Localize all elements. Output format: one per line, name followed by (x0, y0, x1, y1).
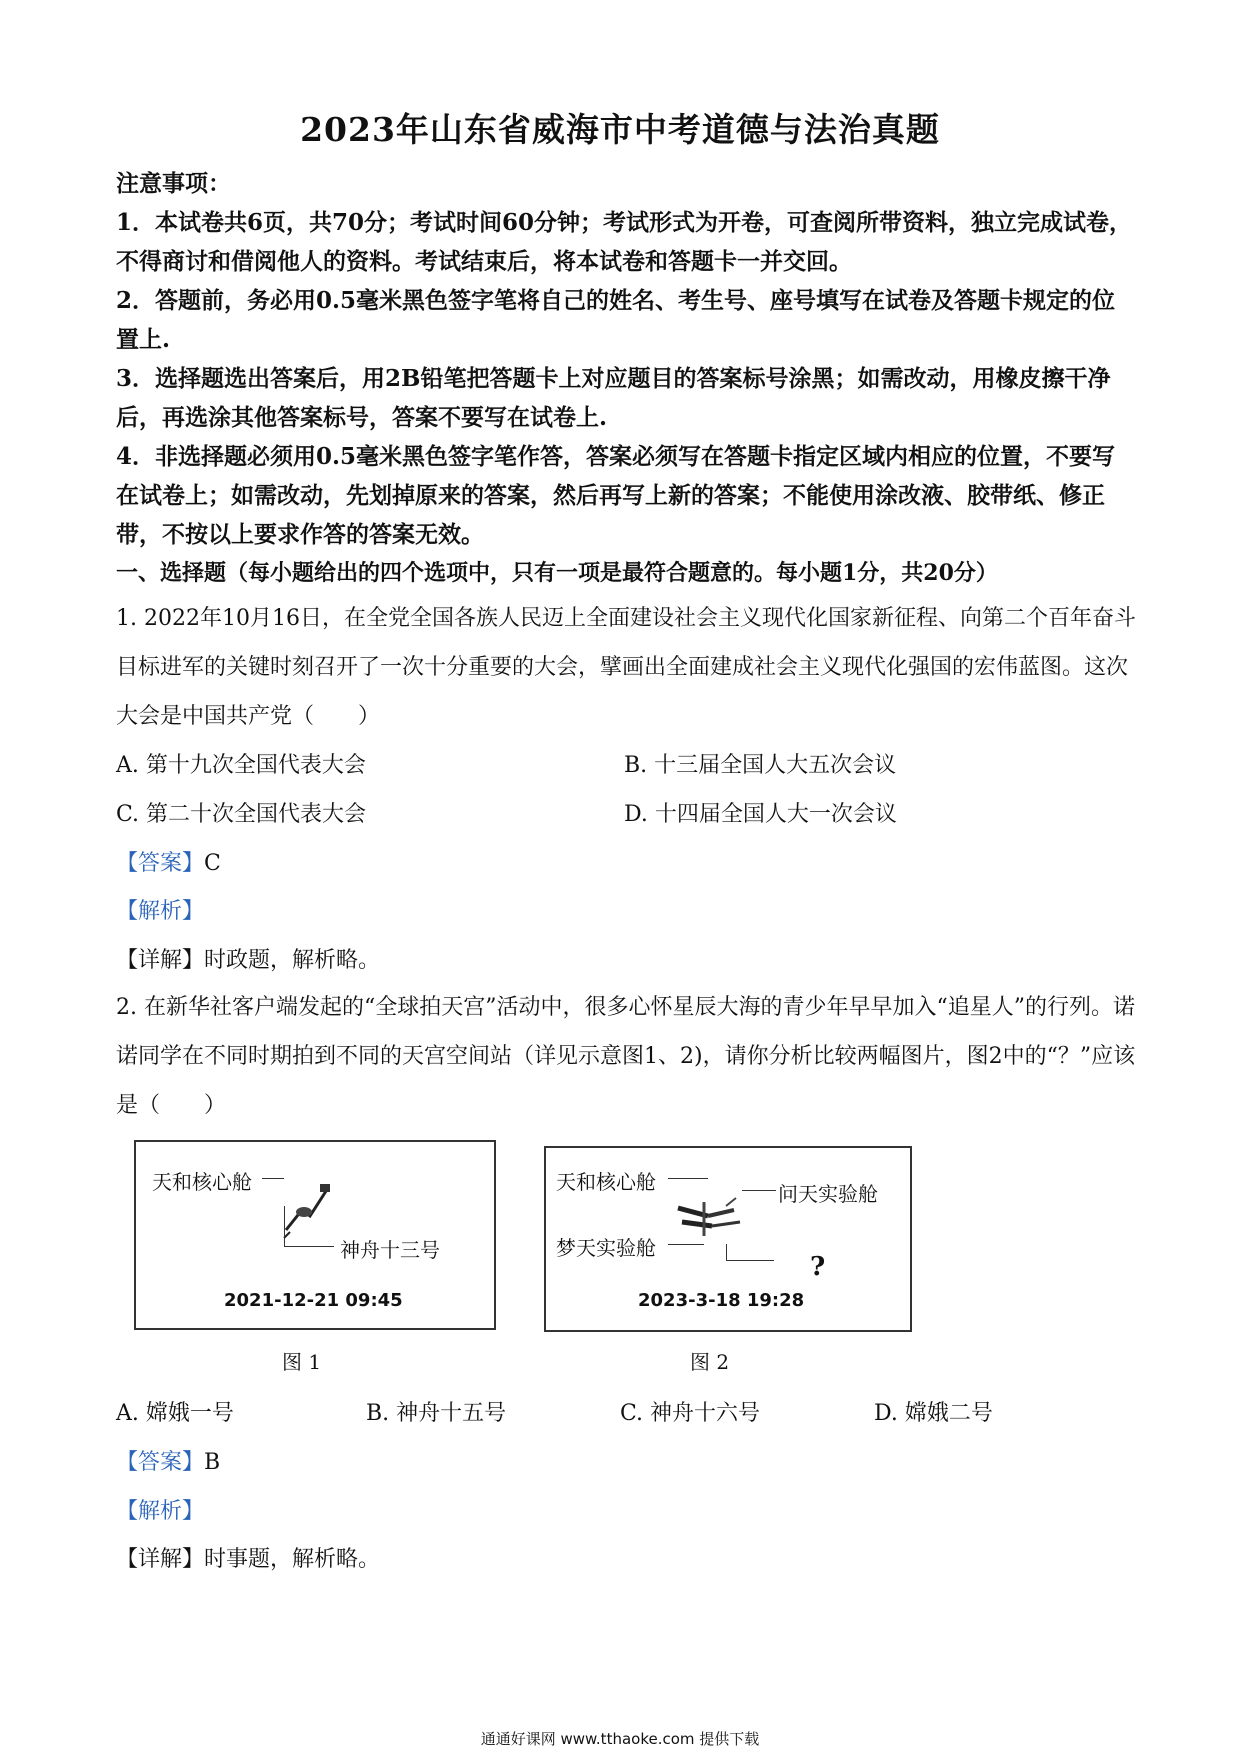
answer-value: B (204, 1450, 221, 1475)
answer-tag: 【答案】 (116, 1450, 205, 1475)
detail-tag: 【详解】 (116, 948, 205, 973)
fig1-label-core: 天和核心舱 (152, 1170, 252, 1194)
answer-tag: 【答案】 (116, 851, 205, 876)
section-heading: 一、选择题（每小题给出的四个选项中，只有一项是最符合题意的。每小题1分，共20分） (116, 560, 998, 586)
space-station-icon (674, 1188, 746, 1244)
fig1-date: 2021-12-21 09:45 (224, 1290, 403, 1311)
figure-2 (544, 1146, 912, 1332)
q2-option-d: D. 嫦娥二号 (874, 1401, 993, 1426)
page-footer: 通通好课网 www.tthaoke.com 提供下载 (480, 1730, 760, 1748)
fig2-caption: 图 2 (690, 1350, 730, 1374)
q1-option-a: A. 第十九次全国代表大会 (116, 753, 366, 778)
q1-analysis-tag: 【解析】 (116, 899, 205, 924)
q2-analysis-tag: 【解析】 (116, 1499, 205, 1524)
question-1 (116, 594, 1136, 741)
fig2-leader-vertical (726, 1244, 727, 1260)
fig2-question-mark: ? (810, 1252, 826, 1282)
fig2-leader-mengtian (668, 1244, 704, 1245)
notice-item-1: 1．本试卷共6页，共70分；考试时间60分钟；考试形式为开卷，可查阅所带资料，独立完成试卷，不得商讨和借阅他人的资料。考试结束后，将本试卷和答题卡一并交回。 (116, 209, 1133, 275)
page-title: 2023年山东省威海市中考道德与法治真题 (300, 110, 940, 149)
notice-item-3: 3．选择题选出答案后，用2B铅笔把答题卡上对应题目的答案标号涂黑；如需改动，用橡皮擦干净后，再选涂其他答案标号，答案不要写在试卷上. (116, 365, 1111, 431)
q1-option-d: D. 十四届全国人大一次会议 (624, 802, 897, 827)
detail-text: 时事题，解析略。 (204, 1547, 381, 1572)
q2-option-a: A. 嫦娥一号 (116, 1401, 234, 1426)
q2-detail (116, 1542, 380, 1573)
fig2-date: 2023-3-18 19:28 (638, 1290, 805, 1311)
detail-text: 时政题，解析略。 (204, 948, 381, 973)
q2-option-c: C. 神舟十六号 (620, 1401, 761, 1426)
q1-answer (116, 846, 221, 877)
notice-item-4: 4．非选择题必须用0.5毫米黑色签字笔作答，答案必须写在答题卡指定区域内相应的位置，不要写在试卷上；如需改动，先划掉原来的答案，然后再写上新的答案；不能使用涂改液、胶带纸、修正带，不按以上要求作答的答案无效。 (116, 443, 1116, 548)
question-2 (116, 983, 1136, 1130)
q1-detail (116, 943, 380, 974)
question-1-text: 1. 2022年10月16日，在全党全国各族人民迈上全面建设社会主义现代化国家新征程、向第二个百年奋斗目标进军的关键时刻召开了一次十分重要的大会，擘画出全面建成社会主义现代化强国的宏伟蓝图。这次大会是中国共产党（ ） (116, 606, 1136, 729)
question-2-text: 2. 在新华社客户端发起的“全球拍天宫”活动中，很多心怀星辰大海的青少年早早加入“追星人”的行列。诺诺同学在不同时期拍到不同的天宫空间站（详见示意图1、2)，请你分析比较两幅图片，图2中的“？”应该是（ ） (116, 995, 1136, 1118)
fig2-label-wentian: 问天实验舱 (778, 1182, 878, 1206)
detail-tag: 【详解】 (116, 1547, 205, 1572)
figure-1 (134, 1140, 496, 1330)
space-station-icon (276, 1172, 336, 1242)
q2-answer (116, 1445, 220, 1476)
q1-option-b: B. 十三届全国人大五次会议 (624, 753, 897, 778)
q1-option-c: C. 第二十次全国代表大会 (116, 802, 367, 827)
fig2-label-mengtian: 梦天实验舱 (556, 1236, 656, 1260)
fig1-leader-vertical (284, 1206, 285, 1246)
fig2-leader-core (668, 1178, 708, 1179)
fig1-caption: 图 1 (282, 1350, 322, 1374)
notice-item-2: 2．答题前，务必用0.5毫米黑色签字笔将自己的姓名、考生号、座号填写在试卷及答题卡规定的位置上. (116, 287, 1116, 353)
answer-value: C (204, 851, 221, 876)
notice-heading: 注意事项： (116, 170, 231, 197)
fig2-leader-wentian (742, 1190, 776, 1191)
notice-block (116, 164, 1136, 593)
q2-option-b: B. 神舟十五号 (366, 1401, 507, 1426)
fig1-label-ship: 神舟十三号 (340, 1238, 440, 1262)
fig1-leader-ship (284, 1246, 334, 1247)
fig2-label-core: 天和核心舱 (556, 1170, 656, 1194)
fig2-leader-question (726, 1260, 774, 1261)
